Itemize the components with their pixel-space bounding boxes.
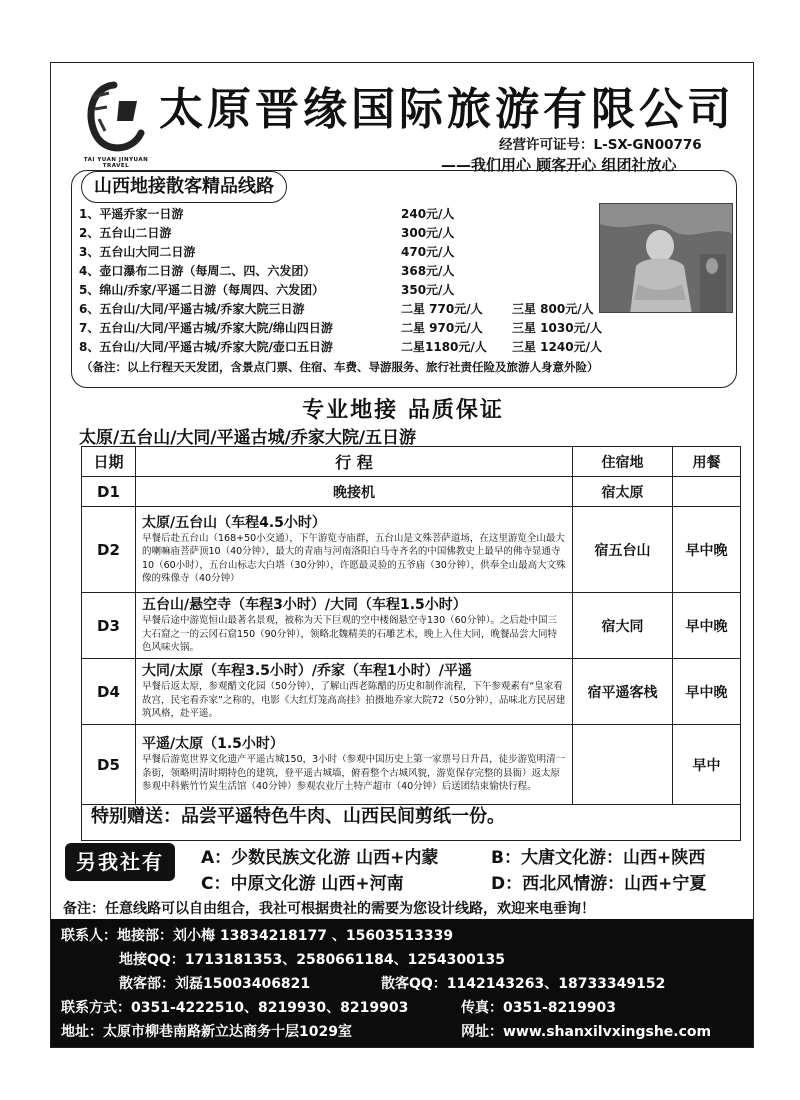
other-routes-label: 另我社有 xyxy=(65,843,175,881)
other-route-d: D：西北风情游：山西+宁夏 xyxy=(491,874,707,894)
plan-heading: 大同/太原（车程3.5小时）/乔家（车程1小时）/平遥 xyxy=(142,663,472,680)
contact-qq-line: 地接QQ：1713181353、2580661184、1254300135 xyxy=(119,952,506,968)
day-cell: D3 xyxy=(82,593,136,659)
route-name: 2、五台山二日游 xyxy=(79,226,172,240)
route-price-2star: 二星 770元/人 xyxy=(401,302,483,316)
routes-section-title: 山西地接散客精品线路 xyxy=(81,171,287,203)
plan-heading: 太原/五台山（车程4.5小时） xyxy=(142,514,326,531)
route-name: 6、五台山/大同/平遥古城/乔家大院三日游 xyxy=(79,302,305,316)
route-item xyxy=(79,319,602,338)
header-plan: 行 程 xyxy=(136,447,573,477)
plan-cell xyxy=(136,659,573,725)
company-name: 太原晋缘国际旅游有限公司 xyxy=(159,84,735,135)
route-price-3star: 三星 1030元/人 xyxy=(512,321,602,335)
table-row xyxy=(82,659,741,725)
route-price: 368元/人 xyxy=(401,264,455,278)
meal-cell: 早中晚 xyxy=(673,593,741,659)
meal-cell: 早中 xyxy=(673,725,741,805)
route-item xyxy=(79,243,599,262)
route-item xyxy=(79,224,599,243)
brochure-page xyxy=(50,62,754,1048)
route-name: 3、五台山大同二日游 xyxy=(79,245,196,259)
route-item xyxy=(79,281,599,300)
other-route-a: A：少数民族文化游 山西+内蒙 xyxy=(201,848,439,868)
trip-title: 太原/五台山/大同/平遥古城/乔家大院/五日游 xyxy=(79,428,417,448)
retail-qq: 散客QQ：1142143263、18733349152 xyxy=(381,976,666,992)
fax-line: 传真：0351-8219903 xyxy=(461,1000,616,1016)
stay-cell xyxy=(573,725,673,805)
slogan: ——我们用心 顾客开心 组团社放心 xyxy=(441,156,677,174)
stay-cell: 宿五台山 xyxy=(573,507,673,593)
day-cell: D5 xyxy=(82,725,136,805)
plan-heading: 平遥/太原（1.5小时） xyxy=(142,736,284,753)
route-list xyxy=(79,205,602,357)
plan-description: 早餐后返太原，参观醋文化园（50分钟），了解山西老陈醋的历史和制作流程，下午参观素有“皇家看故宫，民宅看乔家”之称的，电影《大红灯笼高高挂》拍摄地乔家大院72（50分钟），品味北方民居建筑风格，赴平遥。 xyxy=(142,681,566,720)
route-price-3star: 三星 800元/人 xyxy=(512,302,594,316)
header-day: 日期 xyxy=(82,447,136,477)
route-name: 1、平遥乔家一日游 xyxy=(79,207,184,221)
stay-cell: 宿平遥客栈 xyxy=(573,659,673,725)
plan-heading: 五台山/悬空寺（车程3小时）/大同（车程1.5小时） xyxy=(142,597,467,614)
route-item xyxy=(79,205,599,224)
address-line: 地址：太原市柳巷南路新立达商务十层1029室 xyxy=(61,1024,352,1040)
route-name: 5、绵山/乔家/平遥二日游（每周四、六发团） xyxy=(79,283,325,297)
table-row xyxy=(82,593,741,659)
route-item xyxy=(79,338,602,357)
website-link[interactable]: 网址：www.shanxilvxingshe.com xyxy=(461,1024,712,1040)
plan-cell xyxy=(136,725,573,805)
buddha-statue-icon xyxy=(600,204,733,313)
route-name: 4、壶口瀑布二日游（每周二、四、六发团） xyxy=(79,264,316,278)
day-cell: D1 xyxy=(82,477,136,507)
license-number: 经营许可证号：L-SX-GN00776 xyxy=(499,137,702,153)
logo-caption: TAI YUAN JINYUAN TRAVEL xyxy=(83,157,149,169)
table-row xyxy=(82,725,741,805)
table-row xyxy=(82,507,741,593)
table-row xyxy=(82,477,741,507)
meal-cell xyxy=(673,477,741,507)
stay-cell: 宿大同 xyxy=(573,593,673,659)
route-item xyxy=(79,300,599,319)
retail-contact: 散客部：刘磊15003406821 xyxy=(119,976,311,992)
combination-remark: 备注：任意线路可以自由组合，我社可根据贵社的需要为您设计线路，欢迎来电垂询！ xyxy=(63,901,595,917)
route-name: 7、五台山/大同/平遥古城/乔家大院/绵山四日游 xyxy=(79,321,333,335)
plan-cell: 晚接机 xyxy=(136,477,573,507)
header-stay: 住宿地 xyxy=(573,447,673,477)
route-name: 8、五台山/大同/平遥古城/乔家大院/壶口五日游 xyxy=(79,340,333,354)
other-route-c: C：中原文化游 山西+河南 xyxy=(201,874,404,894)
route-price-2star: 二星1180元/人 xyxy=(401,340,487,354)
plan-cell xyxy=(136,507,573,593)
contact-person-line: 联系人：地接部：刘小梅 13834218177 、15603513339 xyxy=(61,928,454,944)
header-meal: 用餐 xyxy=(673,447,741,477)
plan-cell xyxy=(136,593,573,659)
meal-cell: 早中晚 xyxy=(673,659,741,725)
special-gift: 特别赠送：品尝平遥特色牛肉、山西民间剪纸一份。 xyxy=(91,806,505,827)
meal-cell: 早中晚 xyxy=(673,507,741,593)
route-price-3star: 三星 1240元/人 xyxy=(512,340,602,354)
phone-line: 联系方式：0351-4222510、8219930、8219903 xyxy=(61,1000,409,1016)
buddha-statue-photo xyxy=(599,203,733,313)
route-price: 470元/人 xyxy=(401,245,455,259)
stay-cell: 宿太原 xyxy=(573,477,673,507)
table-header-row xyxy=(82,447,741,477)
day-cell: D2 xyxy=(82,507,136,593)
other-route-b: B：大唐文化游：山西+陕西 xyxy=(491,848,706,868)
contact-footer xyxy=(51,919,754,1048)
route-price: 350元/人 xyxy=(401,283,455,297)
plan-description: 早餐后赴五台山（168+50小交通），下午游览寺庙群，五台山是文殊菩萨道场，在这里游览全山最大的喇嘛庙菩萨顶10（40分钟），最大的青庙与河南洛阳白马寺齐名的中国佛教史上最早的佛寺显通寺10（60小时），五台山标志大白塔（30分钟），许愿最灵验的五爷庙（30分钟），供奉全山最高大文殊像的殊像寺（40分钟） xyxy=(142,532,566,584)
route-price: 300元/人 xyxy=(401,226,455,240)
logo-brush-icon xyxy=(79,77,149,155)
plan-description: 早餐后途中游览恒山最著名景观，被称为天下巨观的空中楼阁悬空寺130（60分钟）。之后赴中国三大石窟之一的云冈石窟150（90分钟），领略北魏精美的石雕艺术，晚上入住大同，晚餐品尝大同特色风味火锅。 xyxy=(142,615,557,654)
plan-description: 早餐后游览世界文化遗产平遥古城150，3小时（参观中国历史上第一家票号日升昌，徒步游览明清一条街，领略明清时期特色的建筑，登平遥古城墙，俯看整个古城风貌，游览保存完整的县衙）返太原参观中科紫竹竹炭生活馆（40分钟）参观农业厅土特产超市（40分钟）后送团结束愉快行程。 xyxy=(142,754,566,793)
day-cell: D4 xyxy=(82,659,136,725)
routes-remark: （备注：以上行程天天发团，含景点门票、住宿、车费、导游服务、旅行社责任险及旅游人身意外险） xyxy=(81,360,599,374)
quality-banner: 专业地接 品质保证 xyxy=(302,398,504,423)
route-price-2star: 二星 970元/人 xyxy=(401,321,483,335)
route-price: 240元/人 xyxy=(401,207,455,221)
itinerary-table xyxy=(81,446,741,841)
company-logo xyxy=(71,71,153,181)
route-item xyxy=(79,262,599,281)
